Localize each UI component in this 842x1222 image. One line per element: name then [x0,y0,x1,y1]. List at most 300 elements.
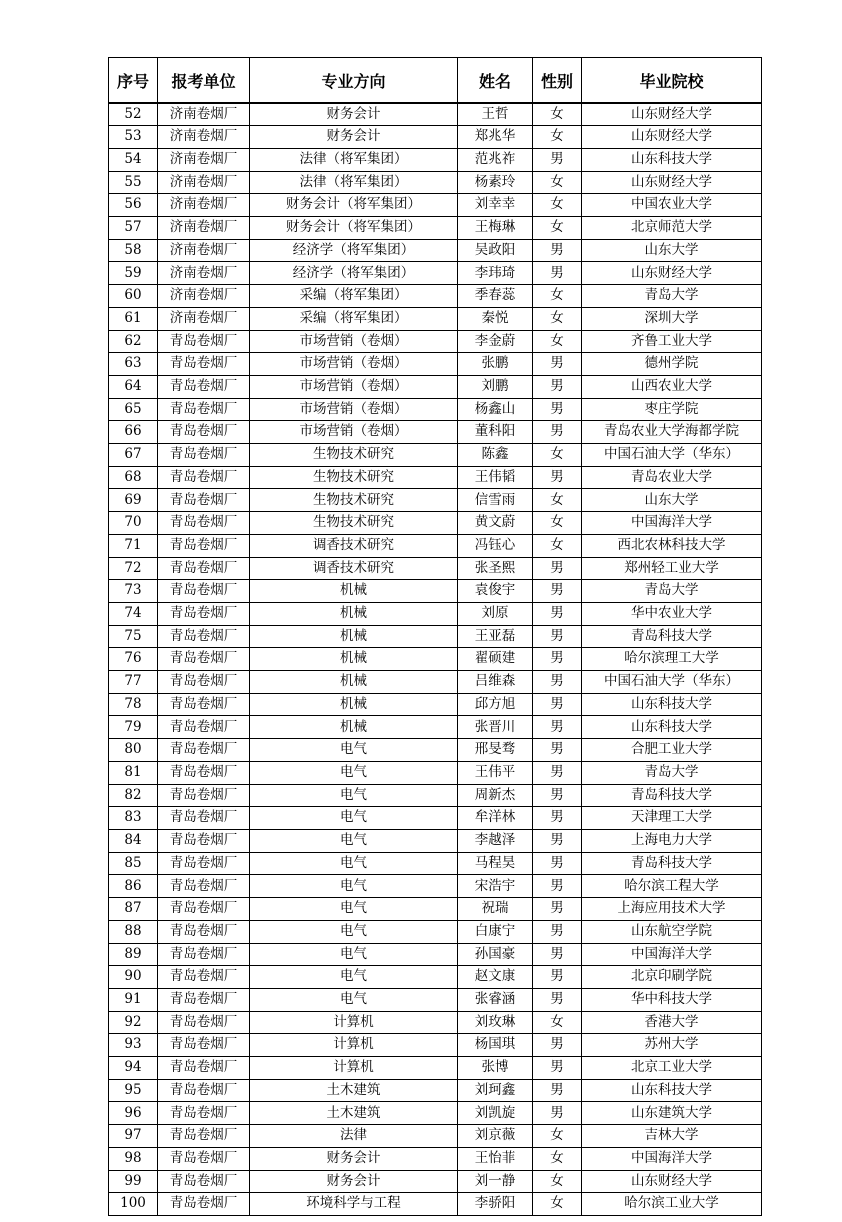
cell-index: 53 [109,126,158,149]
cell-major: 采编（将军集团） [250,285,458,308]
table-row [109,988,762,1011]
header-name: 姓名 [458,58,533,104]
cell-unit: 青岛卷烟厂 [158,898,250,921]
cell-index: 71 [109,534,158,557]
cell-name: 李越泽 [458,830,533,853]
cell-index: 99 [109,1170,158,1193]
cell-index: 81 [109,761,158,784]
cell-gender: 男 [533,466,582,489]
cell-major: 电气 [250,988,458,1011]
cell-unit: 青岛卷烟厂 [158,1057,250,1080]
applicant-list-sheet [108,57,761,1216]
cell-major: 调香技术研究 [250,534,458,557]
cell-name: 冯钰心 [458,534,533,557]
cell-gender: 男 [533,920,582,943]
cell-major: 采编（将军集团） [250,307,458,330]
cell-gender: 女 [533,489,582,512]
cell-school: 山西农业大学 [582,375,762,398]
cell-gender: 女 [533,1193,582,1216]
cell-index: 86 [109,875,158,898]
cell-name: 刘玫琳 [458,1011,533,1034]
cell-name: 袁俊宇 [458,580,533,603]
cell-index: 79 [109,716,158,739]
table-row [109,444,762,467]
cell-school: 合肥工业大学 [582,739,762,762]
cell-school: 青岛农业大学海都学院 [582,421,762,444]
table-row [109,625,762,648]
cell-name: 董科阳 [458,421,533,444]
table-row [109,784,762,807]
cell-gender: 男 [533,966,582,989]
cell-school: 青岛科技大学 [582,784,762,807]
table-row [109,398,762,421]
cell-gender: 女 [533,126,582,149]
cell-school: 西北农林科技大学 [582,534,762,557]
cell-gender: 女 [533,103,582,126]
cell-major: 财务会计（将军集团） [250,217,458,240]
cell-index: 91 [109,988,158,1011]
cell-name: 李骄阳 [458,1193,533,1216]
cell-school: 中国农业大学 [582,194,762,217]
cell-major: 机械 [250,625,458,648]
table-row [109,920,762,943]
cell-school: 山东科技大学 [582,716,762,739]
cell-name: 刘幸幸 [458,194,533,217]
table-row [109,716,762,739]
table-row [109,148,762,171]
cell-gender: 男 [533,671,582,694]
cell-major: 电气 [250,852,458,875]
cell-gender: 男 [533,739,582,762]
cell-unit: 济南卷烟厂 [158,239,250,262]
cell-major: 生物技术研究 [250,466,458,489]
cell-gender: 男 [533,716,582,739]
cell-index: 55 [109,171,158,194]
cell-unit: 青岛卷烟厂 [158,421,250,444]
cell-name: 黄文蔚 [458,512,533,535]
table-row [109,330,762,353]
cell-major: 调香技术研究 [250,557,458,580]
cell-gender: 男 [533,557,582,580]
applicant-table [108,57,762,1216]
cell-school: 北京师范大学 [582,217,762,240]
cell-unit: 青岛卷烟厂 [158,716,250,739]
cell-unit: 济南卷烟厂 [158,285,250,308]
cell-gender: 女 [533,512,582,535]
cell-index: 62 [109,330,158,353]
cell-gender: 男 [533,830,582,853]
cell-school: 郑州轻工业大学 [582,557,762,580]
cell-unit: 青岛卷烟厂 [158,1125,250,1148]
cell-index: 84 [109,830,158,853]
cell-school: 吉林大学 [582,1125,762,1148]
cell-name: 翟硕建 [458,648,533,671]
table-row [109,852,762,875]
table-row [109,307,762,330]
table-row [109,966,762,989]
cell-major: 机械 [250,648,458,671]
cell-gender: 男 [533,239,582,262]
cell-unit: 青岛卷烟厂 [158,625,250,648]
cell-name: 王梅琳 [458,217,533,240]
cell-gender: 男 [533,898,582,921]
cell-gender: 男 [533,398,582,421]
table-row [109,875,762,898]
cell-school: 中国海洋大学 [582,512,762,535]
cell-major: 计算机 [250,1011,458,1034]
header-index: 序号 [109,58,158,104]
cell-index: 80 [109,739,158,762]
cell-name: 王亚磊 [458,625,533,648]
cell-gender: 男 [533,943,582,966]
cell-name: 李玮琦 [458,262,533,285]
cell-name: 张睿涵 [458,988,533,1011]
cell-index: 100 [109,1193,158,1216]
cell-major: 财务会计 [250,126,458,149]
cell-major: 生物技术研究 [250,444,458,467]
cell-school: 北京印刷学院 [582,966,762,989]
cell-name: 邢旻骛 [458,739,533,762]
cell-school: 青岛大学 [582,285,762,308]
header-gender: 性别 [533,58,582,104]
cell-school: 山东科技大学 [582,1079,762,1102]
cell-major: 土木建筑 [250,1102,458,1125]
cell-unit: 青岛卷烟厂 [158,466,250,489]
cell-gender: 女 [533,1011,582,1034]
cell-name: 刘鹏 [458,375,533,398]
table-row [109,262,762,285]
cell-name: 刘原 [458,602,533,625]
cell-major: 财务会计（将军集团） [250,194,458,217]
cell-school: 山东大学 [582,239,762,262]
cell-major: 经济学（将军集团） [250,262,458,285]
cell-index: 69 [109,489,158,512]
table-row [109,671,762,694]
cell-major: 机械 [250,580,458,603]
cell-name: 周新杰 [458,784,533,807]
cell-index: 85 [109,852,158,875]
cell-major: 法律 [250,1125,458,1148]
cell-unit: 青岛卷烟厂 [158,761,250,784]
cell-school: 上海电力大学 [582,830,762,853]
cell-name: 杨国琪 [458,1034,533,1057]
cell-unit: 青岛卷烟厂 [158,580,250,603]
table-row [109,239,762,262]
cell-gender: 男 [533,784,582,807]
cell-index: 94 [109,1057,158,1080]
cell-major: 市场营销（卷烟） [250,421,458,444]
cell-major: 电气 [250,898,458,921]
cell-gender: 女 [533,330,582,353]
cell-name: 张圣熙 [458,557,533,580]
cell-name: 张博 [458,1057,533,1080]
cell-major: 土木建筑 [250,1079,458,1102]
cell-index: 67 [109,444,158,467]
cell-major: 电气 [250,966,458,989]
cell-unit: 济南卷烟厂 [158,217,250,240]
cell-major: 财务会计 [250,1170,458,1193]
cell-index: 57 [109,217,158,240]
cell-major: 机械 [250,693,458,716]
cell-gender: 女 [533,1147,582,1170]
cell-school: 中国海洋大学 [582,1147,762,1170]
cell-name: 吕维森 [458,671,533,694]
cell-school: 深圳大学 [582,307,762,330]
cell-name: 范兆祚 [458,148,533,171]
cell-major: 财务会计 [250,1147,458,1170]
table-row [109,1034,762,1057]
cell-gender: 男 [533,988,582,1011]
cell-name: 王伟韬 [458,466,533,489]
cell-school: 山东大学 [582,489,762,512]
cell-name: 秦悦 [458,307,533,330]
table-row [109,512,762,535]
cell-index: 97 [109,1125,158,1148]
header-unit: 报考单位 [158,58,250,104]
table-row [109,1193,762,1216]
cell-gender: 男 [533,761,582,784]
cell-gender: 男 [533,262,582,285]
cell-index: 65 [109,398,158,421]
cell-unit: 济南卷烟厂 [158,148,250,171]
cell-gender: 女 [533,444,582,467]
cell-gender: 女 [533,307,582,330]
cell-unit: 青岛卷烟厂 [158,784,250,807]
cell-school: 枣庄学院 [582,398,762,421]
table-row [109,353,762,376]
cell-unit: 青岛卷烟厂 [158,353,250,376]
cell-school: 上海应用技术大学 [582,898,762,921]
table-row [109,1170,762,1193]
cell-index: 82 [109,784,158,807]
cell-name: 李金蔚 [458,330,533,353]
table-row [109,739,762,762]
cell-index: 64 [109,375,158,398]
table-row [109,103,762,126]
cell-major: 市场营销（卷烟） [250,353,458,376]
cell-index: 89 [109,943,158,966]
cell-major: 机械 [250,671,458,694]
cell-unit: 青岛卷烟厂 [158,375,250,398]
cell-school: 青岛大学 [582,580,762,603]
table-row [109,580,762,603]
cell-major: 环境科学与工程 [250,1193,458,1216]
cell-school: 山东财经大学 [582,171,762,194]
table-row [109,285,762,308]
table-row [109,421,762,444]
cell-school: 北京工业大学 [582,1057,762,1080]
cell-unit: 青岛卷烟厂 [158,807,250,830]
cell-major: 机械 [250,602,458,625]
cell-gender: 女 [533,1125,582,1148]
cell-school: 哈尔滨工程大学 [582,875,762,898]
table-row [109,557,762,580]
cell-major: 电气 [250,739,458,762]
header-major: 专业方向 [250,58,458,104]
cell-name: 祝瑞 [458,898,533,921]
cell-major: 生物技术研究 [250,512,458,535]
cell-major: 电气 [250,830,458,853]
cell-school: 中国石油大学（华东） [582,671,762,694]
table-row [109,648,762,671]
cell-name: 王哲 [458,103,533,126]
cell-unit: 青岛卷烟厂 [158,1079,250,1102]
cell-school: 青岛科技大学 [582,852,762,875]
cell-unit: 青岛卷烟厂 [158,739,250,762]
cell-school: 山东科技大学 [582,148,762,171]
cell-school: 山东财经大学 [582,103,762,126]
table-row [109,807,762,830]
cell-unit: 青岛卷烟厂 [158,444,250,467]
cell-unit: 青岛卷烟厂 [158,693,250,716]
cell-school: 齐鲁工业大学 [582,330,762,353]
cell-unit: 青岛卷烟厂 [158,534,250,557]
table-row [109,489,762,512]
cell-index: 78 [109,693,158,716]
cell-gender: 女 [533,171,582,194]
cell-index: 90 [109,966,158,989]
cell-name: 刘京薇 [458,1125,533,1148]
cell-major: 计算机 [250,1034,458,1057]
cell-name: 牟洋林 [458,807,533,830]
cell-major: 电气 [250,920,458,943]
cell-index: 54 [109,148,158,171]
cell-gender: 男 [533,625,582,648]
cell-gender: 男 [533,375,582,398]
cell-school: 哈尔滨工业大学 [582,1193,762,1216]
cell-school: 山东建筑大学 [582,1102,762,1125]
cell-major: 生物技术研究 [250,489,458,512]
cell-major: 财务会计 [250,103,458,126]
cell-name: 杨鑫山 [458,398,533,421]
table-header-row [109,58,762,104]
cell-index: 75 [109,625,158,648]
table-row [109,761,762,784]
table-row [109,693,762,716]
cell-unit: 青岛卷烟厂 [158,852,250,875]
cell-major: 法律（将军集团） [250,148,458,171]
cell-name: 王伟平 [458,761,533,784]
cell-gender: 男 [533,807,582,830]
table-row [109,898,762,921]
cell-index: 77 [109,671,158,694]
cell-school: 哈尔滨理工大学 [582,648,762,671]
cell-gender: 男 [533,1102,582,1125]
cell-school: 山东财经大学 [582,126,762,149]
cell-major: 电气 [250,943,458,966]
cell-unit: 青岛卷烟厂 [158,1193,250,1216]
table-row [109,375,762,398]
cell-name: 刘珂鑫 [458,1079,533,1102]
cell-index: 60 [109,285,158,308]
table-row [109,171,762,194]
cell-index: 61 [109,307,158,330]
cell-unit: 济南卷烟厂 [158,126,250,149]
cell-major: 法律（将军集团） [250,171,458,194]
cell-school: 青岛农业大学 [582,466,762,489]
cell-school: 华中农业大学 [582,602,762,625]
cell-school: 中国海洋大学 [582,943,762,966]
cell-unit: 青岛卷烟厂 [158,330,250,353]
cell-unit: 青岛卷烟厂 [158,966,250,989]
cell-name: 孙国豪 [458,943,533,966]
cell-unit: 青岛卷烟厂 [158,1034,250,1057]
cell-gender: 男 [533,580,582,603]
cell-school: 华中科技大学 [582,988,762,1011]
cell-name: 马程昊 [458,852,533,875]
cell-major: 电气 [250,807,458,830]
cell-unit: 青岛卷烟厂 [158,512,250,535]
cell-index: 56 [109,194,158,217]
cell-gender: 女 [533,217,582,240]
cell-unit: 青岛卷烟厂 [158,1170,250,1193]
cell-index: 63 [109,353,158,376]
cell-index: 72 [109,557,158,580]
table-row [109,1079,762,1102]
cell-name: 张晋川 [458,716,533,739]
cell-index: 83 [109,807,158,830]
cell-unit: 青岛卷烟厂 [158,830,250,853]
table-row [109,534,762,557]
table-row [109,830,762,853]
cell-major: 市场营销（卷烟） [250,398,458,421]
cell-name: 刘一静 [458,1170,533,1193]
cell-gender: 男 [533,421,582,444]
cell-school: 青岛科技大学 [582,625,762,648]
cell-gender: 男 [533,1057,582,1080]
cell-school: 山东科技大学 [582,693,762,716]
cell-index: 66 [109,421,158,444]
cell-name: 杨素玲 [458,171,533,194]
cell-major: 市场营销（卷烟） [250,375,458,398]
table-row [109,1057,762,1080]
cell-gender: 男 [533,1034,582,1057]
cell-name: 吴政阳 [458,239,533,262]
cell-unit: 济南卷烟厂 [158,103,250,126]
cell-unit: 青岛卷烟厂 [158,1011,250,1034]
cell-name: 赵文康 [458,966,533,989]
cell-unit: 济南卷烟厂 [158,194,250,217]
cell-unit: 青岛卷烟厂 [158,602,250,625]
cell-major: 机械 [250,716,458,739]
table-row [109,1147,762,1170]
cell-unit: 青岛卷烟厂 [158,920,250,943]
cell-name: 季春蕊 [458,285,533,308]
cell-index: 98 [109,1147,158,1170]
cell-index: 74 [109,602,158,625]
cell-gender: 男 [533,648,582,671]
cell-major: 电气 [250,761,458,784]
cell-gender: 男 [533,875,582,898]
cell-gender: 男 [533,693,582,716]
cell-name: 白康宁 [458,920,533,943]
cell-unit: 济南卷烟厂 [158,171,250,194]
cell-index: 93 [109,1034,158,1057]
header-school: 毕业院校 [582,58,762,104]
cell-name: 宋浩宇 [458,875,533,898]
cell-school: 青岛大学 [582,761,762,784]
cell-name: 刘凯旋 [458,1102,533,1125]
cell-index: 52 [109,103,158,126]
cell-unit: 青岛卷烟厂 [158,557,250,580]
cell-gender: 女 [533,194,582,217]
cell-gender: 男 [533,148,582,171]
cell-major: 经济学（将军集团） [250,239,458,262]
cell-index: 92 [109,1011,158,1034]
cell-school: 天津理工大学 [582,807,762,830]
cell-unit: 青岛卷烟厂 [158,875,250,898]
cell-school: 山东财经大学 [582,262,762,285]
